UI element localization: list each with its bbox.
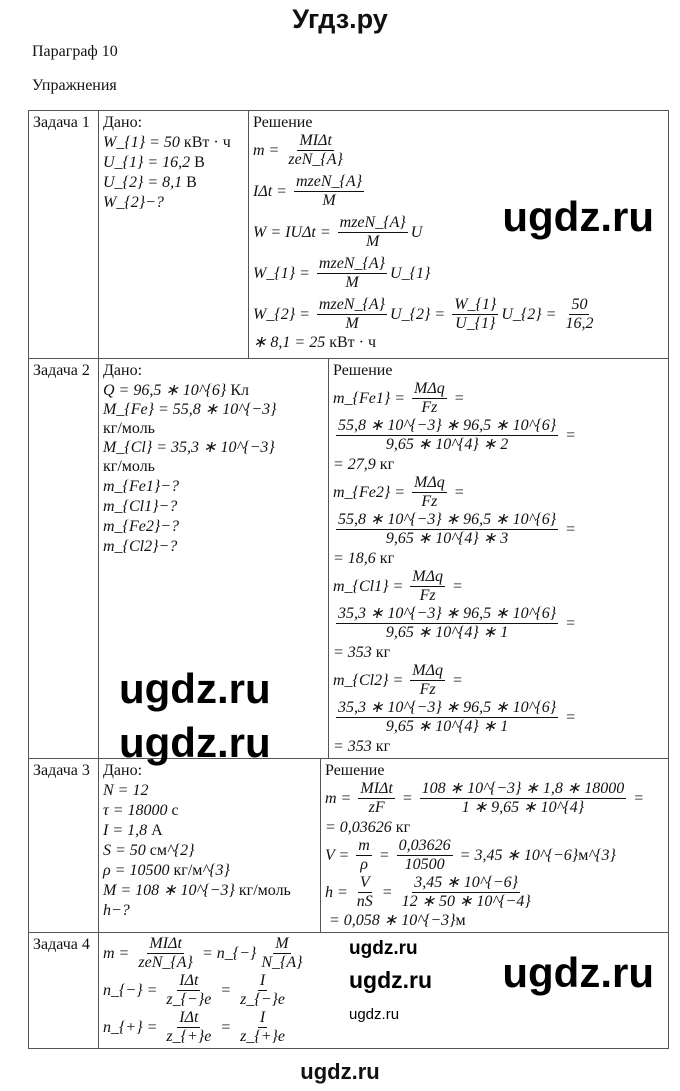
math-text: m_{Cl1} = [333, 578, 408, 595]
numerator: MIΔt [299, 132, 332, 149]
math-text: m_{Cl2} = [333, 672, 408, 689]
math-text: M = 108 ∗ 10^{−3} [103, 881, 239, 899]
formula-line [333, 548, 664, 568]
math-text: U_{1} = 16,2 [103, 153, 195, 171]
numerator: MIΔt [149, 935, 182, 952]
watermark: ugdz.ru [119, 665, 271, 712]
fraction [412, 474, 447, 511]
denominator: z_{+}e [240, 1028, 286, 1045]
denominator: M [366, 233, 380, 250]
formula-line [333, 642, 664, 662]
formula-line [333, 474, 664, 548]
denominator: zeN_{A} [138, 954, 193, 971]
task-label: Задача 2 [29, 359, 99, 759]
task-row [29, 933, 669, 1049]
math-text: = 353 [333, 643, 376, 661]
denominator: 9,65 ∗ 10^{4} ∗ 1 [385, 624, 509, 641]
denominator: 9,65 ∗ 10^{4} ∗ 1 [385, 718, 509, 735]
math-text: = [561, 709, 576, 726]
math-text: h = [325, 884, 352, 901]
denominator: 9,65 ∗ 10^{4} ∗ 3 [385, 530, 509, 547]
math-text: M_{Cl} = 35,3 ∗ 10^{−3} [103, 439, 279, 456]
task-row [29, 111, 669, 359]
unit-text: кг [379, 549, 395, 567]
numerator: 0,03626 [398, 837, 451, 854]
solution-cell [249, 111, 669, 359]
math-text: = [216, 982, 236, 999]
numerator: MΔq [414, 474, 445, 491]
math-text: = [447, 578, 467, 595]
unit-text: кг [395, 818, 411, 836]
math-text: W_{2}−? [103, 193, 164, 211]
formula-line [103, 496, 324, 516]
numerator: W_{1} [454, 296, 497, 313]
unit-text: кг [379, 455, 395, 473]
task-row [29, 359, 669, 759]
unit-text: кВт · ч [183, 133, 231, 151]
numerator: MΔq [412, 568, 443, 585]
given-title: Дано: [103, 114, 143, 131]
solution-cell [329, 359, 669, 759]
denominator: Fz [419, 681, 436, 698]
task-label: Задача 3 [29, 759, 99, 933]
formula-line [103, 820, 316, 840]
task-label-text: Задача 4 [33, 936, 90, 953]
fraction [259, 935, 304, 972]
numerator: 50 [571, 296, 588, 313]
formula-line [103, 132, 244, 152]
watermark: ugdz.ru [502, 949, 654, 996]
numerator: mzeN_{A} [295, 173, 363, 190]
math-text: = [447, 672, 467, 689]
fraction [136, 935, 195, 972]
task-row [29, 759, 669, 933]
numerator: IΔt [179, 972, 199, 989]
fraction [317, 255, 387, 292]
math-text: W_{1} = [253, 265, 314, 282]
math-text: S = 50 [103, 841, 150, 859]
formula-line [103, 380, 324, 400]
math-text: = 0,03626 [325, 818, 396, 836]
math-text: ^{3} [588, 847, 616, 864]
unit-text: кг/моль [238, 881, 291, 899]
unit-text: м [578, 847, 589, 864]
math-text: = [561, 521, 576, 538]
math-text: W_{1} = 50 [103, 133, 184, 151]
math-text: IΔt = [253, 183, 291, 200]
formula-line [103, 516, 324, 536]
math-text: U_{1} [390, 265, 431, 282]
unit-text: кг/м [173, 861, 203, 879]
denominator: zeN_{A} [288, 151, 343, 168]
section-heading: Упражнения [32, 77, 117, 94]
numerator: mzeN_{A} [318, 296, 386, 313]
denominator: U_{1} [455, 315, 496, 332]
math-text: ^{2} [167, 841, 195, 859]
formula-line [333, 454, 664, 474]
fraction [358, 780, 395, 817]
math-text: n_{+} = [103, 1019, 162, 1036]
formula-lines [103, 380, 324, 556]
solution-title: Решение [253, 114, 313, 131]
tasks-table [28, 110, 669, 1049]
numerator: 55,8 ∗ 10^{−3} ∗ 96,5 ∗ 10^{6} [338, 511, 557, 528]
numerator: V [359, 874, 370, 891]
math-text: M_{Fe} = 55,8 ∗ 10^{−3} [103, 401, 281, 418]
formula-line [333, 736, 664, 756]
fraction [563, 296, 595, 333]
formula-line [103, 780, 316, 800]
numerator: mzeN_{A} [318, 255, 386, 272]
math-text: W_{2} = [253, 306, 314, 323]
numerator: m [358, 837, 370, 854]
formula-line [103, 840, 316, 860]
math-text: U_{2} = [501, 306, 561, 323]
math-text: ρ = 10500 [103, 861, 174, 879]
fraction [355, 874, 375, 911]
math-text: Q = 96,5 ∗ 10^{6} [103, 381, 231, 399]
numerator: MΔq [412, 662, 443, 679]
fraction [286, 132, 345, 169]
watermark: ugdz.ru [502, 193, 654, 240]
fraction [238, 972, 287, 1009]
numerator: 35,3 ∗ 10^{−3} ∗ 96,5 ∗ 10^{6} [338, 699, 557, 716]
fraction [336, 511, 558, 548]
fraction [412, 380, 447, 417]
fraction [410, 568, 445, 605]
denominator: z_{+}e [166, 1028, 212, 1045]
math-text: m_{Cl1}−? [103, 497, 178, 515]
formula-lines [325, 780, 664, 930]
denominator: 12 ∗ 50 ∗ 10^{−4} [401, 893, 531, 910]
math-text: ^{3} [202, 861, 230, 879]
denominator: z_{−}e [240, 991, 286, 1008]
unit-text: кг/моль [103, 420, 155, 437]
formula-line [333, 662, 664, 736]
math-text: V = [325, 847, 354, 864]
formula-line [103, 400, 324, 438]
denominator: 1 ∗ 9,65 ∗ 10^{4} [461, 799, 585, 816]
numerator: 35,3 ∗ 10^{−3} ∗ 96,5 ∗ 10^{6} [338, 605, 557, 622]
watermark: ugdz.ru [349, 967, 433, 993]
math-text: = [629, 790, 645, 807]
math-text: m = [103, 945, 134, 962]
solution-title: Решение [325, 762, 385, 779]
numerator: 55,8 ∗ 10^{−3} ∗ 96,5 ∗ 10^{6} [338, 417, 557, 434]
math-text: = 353 [333, 737, 376, 755]
footer-watermark: ugdz.ru [300, 1059, 380, 1084]
watermark: ugdz.ru [349, 1006, 400, 1023]
paragraph-heading: Параграф 10 [32, 43, 118, 60]
math-text: = 0,058 ∗ 10^{−3} [325, 912, 456, 929]
math-text: = [216, 1019, 236, 1036]
task-label [29, 933, 99, 1049]
formula-line [103, 152, 244, 172]
math-text: n_{−} = [103, 982, 162, 999]
unit-text: кг [375, 737, 391, 755]
numerator: I [259, 972, 266, 989]
fraction [317, 296, 387, 333]
formula-lines [103, 132, 244, 212]
fraction [420, 780, 627, 817]
math-text: = [374, 847, 394, 864]
formula-line [103, 192, 244, 212]
given-title: Дано: [103, 762, 143, 779]
math-text: N = 12 [103, 781, 149, 799]
numerator: M [275, 935, 289, 952]
fraction [400, 874, 533, 911]
numerator: IΔt [179, 1009, 199, 1026]
formula-line [103, 860, 316, 880]
fraction [410, 662, 445, 699]
fraction [336, 417, 558, 454]
solution-cell [99, 933, 669, 1049]
fraction [238, 1009, 287, 1046]
math-text: m_{Fe1} = [333, 390, 410, 407]
math-text: = [561, 427, 576, 444]
numerator: 3,45 ∗ 10^{−6} [414, 874, 519, 891]
formula-line [325, 837, 664, 874]
unit-text: кг/моль [103, 458, 155, 475]
math-text: I = 1,8 [103, 821, 152, 839]
unit-text: А [151, 821, 163, 839]
formula-line [103, 536, 324, 556]
solution-title: Решение [333, 362, 393, 379]
formula-line [103, 900, 316, 920]
math-text: = 3,45 ∗ 10^{−6} [455, 847, 579, 864]
fraction [164, 972, 213, 1009]
numerator: MΔq [414, 380, 445, 397]
fraction [336, 699, 558, 736]
numerator: mzeN_{A} [339, 214, 406, 231]
denominator: M [345, 274, 359, 291]
formula-line [333, 380, 664, 454]
math-text: m_{Fe1}−? [103, 477, 180, 495]
given-title: Дано: [103, 362, 143, 379]
unit-text: м [455, 912, 466, 929]
formula-line [103, 880, 316, 900]
formula-line [325, 780, 664, 817]
formula-line [253, 132, 664, 169]
fraction [164, 1009, 213, 1046]
unit-text: с [171, 801, 179, 819]
site-title: Угдз.ру [292, 4, 388, 34]
fraction [397, 837, 453, 874]
formula-line [253, 255, 664, 292]
fraction [294, 173, 364, 210]
math-text: = n_{−} [197, 945, 257, 962]
formula-line [103, 172, 244, 192]
math-text: = [449, 484, 469, 501]
formula-line [333, 568, 664, 642]
formula-lines [253, 132, 664, 352]
formula-line [103, 438, 324, 476]
denominator: M [345, 315, 359, 332]
denominator: nS [356, 893, 373, 910]
unit-text: Кл [230, 381, 249, 399]
unit-text: В [194, 153, 205, 171]
math-text: = 27,9 [333, 455, 380, 473]
formula-line [325, 874, 664, 930]
unit-text: кг [375, 643, 391, 661]
math-text: m = [325, 790, 356, 807]
denominator: ρ [360, 856, 368, 873]
denominator: Fz [419, 587, 436, 604]
numerator: 108 ∗ 10^{−3} ∗ 1,8 ∗ 18000 [421, 780, 625, 797]
denominator: N_{A} [261, 954, 303, 971]
unit-text: кВт · ч [329, 334, 377, 351]
math-text: h−? [103, 901, 130, 919]
formula-lines [103, 780, 316, 920]
task-label: Задача 1 [29, 111, 99, 359]
given-cell [99, 759, 321, 933]
unit-text: В [186, 173, 197, 191]
given-cell [99, 111, 249, 359]
denominator: 16,2 [565, 315, 594, 332]
math-text: m_{Cl2}−? [103, 537, 178, 555]
math-text: = [377, 884, 397, 901]
fraction [452, 296, 498, 333]
numerator: MIΔt [360, 780, 393, 797]
math-text: m_{Fe2}−? [103, 517, 180, 535]
math-text: U_{2} = 8,1 [103, 173, 187, 191]
math-text: = 18,6 [333, 549, 380, 567]
math-text: = [561, 615, 576, 632]
denominator: 10500 [404, 856, 445, 873]
numerator: I [259, 1009, 266, 1026]
formula-lines [333, 380, 664, 756]
watermark: ugdz.ru [349, 938, 418, 959]
denominator: zF [368, 799, 385, 816]
formula-line [253, 296, 664, 352]
formula-line [103, 476, 324, 496]
math-text: U [410, 224, 423, 241]
math-text: U_{2} = [390, 306, 450, 323]
denominator: Fz [421, 399, 438, 416]
unit-text: см [149, 841, 168, 859]
math-text: m_{Fe2} = [333, 484, 410, 501]
math-text: = [449, 390, 469, 407]
given-cell [99, 359, 329, 766]
denominator: 9,65 ∗ 10^{4} ∗ 2 [385, 436, 509, 453]
math-text: m = [253, 142, 284, 159]
formula-line [103, 800, 316, 820]
math-text: W = IUΔt = [253, 224, 335, 241]
watermark: ugdz.ru [119, 719, 271, 766]
fraction [356, 837, 372, 874]
fraction [336, 605, 558, 642]
denominator: M [322, 192, 336, 209]
math-text: = [397, 790, 417, 807]
math-text: ∗ 8,1 = 25 [253, 334, 330, 351]
denominator: Fz [421, 493, 438, 510]
solution-cell [321, 759, 669, 933]
math-text: τ = 18000 [103, 801, 172, 819]
formula-line [325, 817, 664, 837]
fraction [338, 214, 408, 251]
denominator: z_{−}e [166, 991, 212, 1008]
